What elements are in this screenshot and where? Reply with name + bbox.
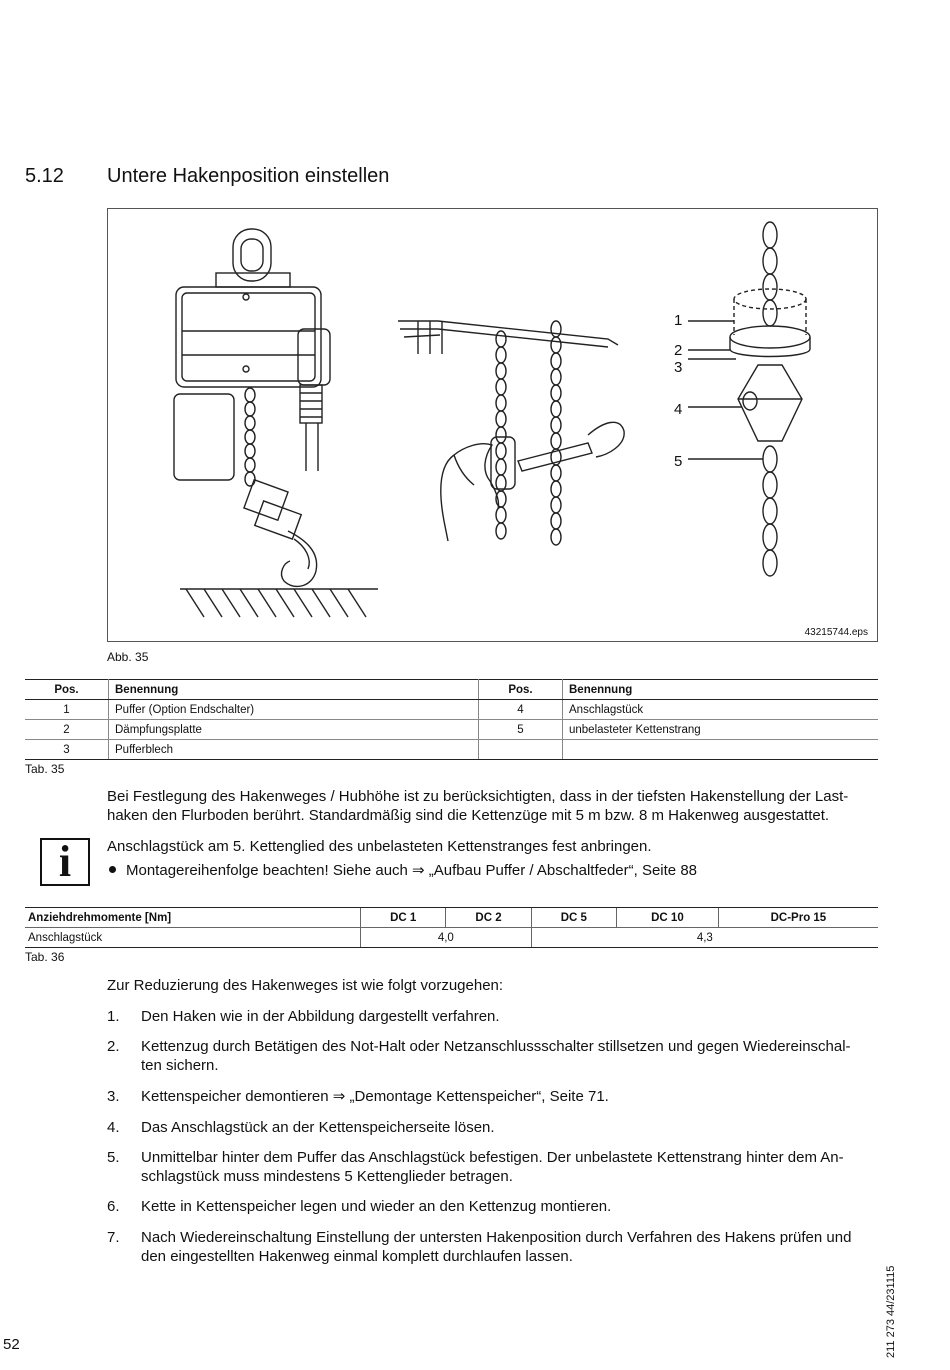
cell-pos: 4	[479, 700, 563, 720]
cell-name: Puffer (Option Endschalter)	[109, 700, 479, 720]
step-text: Kettenspeicher demontieren ⇒ „Demontage Kettenspeicher“, Seite 71.	[141, 1088, 609, 1105]
col-pos-2: Pos.	[479, 680, 563, 700]
step-text: Den Haken wie in der Abbildung dargestellt verfahren.	[141, 1008, 500, 1025]
cell-pos: 1	[25, 700, 109, 720]
col-dcpro15: DC-Pro 15	[718, 908, 878, 928]
buffer-detail-drawing	[688, 222, 810, 576]
cell-name: unbelasteter Kettenstrang	[563, 720, 879, 740]
info-bullet: Montagereihenfolge beachten! Siehe auch ⇒ „Aufbau Puffer / Abschaltfeder“, Seite 88	[126, 862, 698, 879]
col-dc5: DC 5	[531, 908, 616, 928]
step-text: Unmittelbar hinter dem Puffer das Anschlagstück befestigen. Der unbelastete Kettenstrang hinter dem An-	[141, 1149, 844, 1166]
torque-table	[25, 907, 878, 948]
callout-3: 3	[674, 359, 683, 376]
step-number: 5.	[107, 1149, 120, 1166]
col-dc1: DC 1	[361, 908, 446, 928]
bullet-dot	[109, 866, 116, 873]
col-torque: Anziehdrehmomente [Nm]	[25, 908, 361, 928]
torque-value-dc1-dc2: 4,0	[361, 928, 532, 948]
callout-1: 1	[674, 312, 683, 329]
step-text-cont: ten sichern.	[141, 1057, 219, 1074]
table-row	[25, 740, 878, 760]
figure-caption: Abb. 35	[107, 650, 149, 664]
procedure-intro: Zur Reduzierung des Hakenweges ist wie folgt vorzugehen:	[107, 977, 504, 994]
document-id: 211 273 44/231115	[885, 1265, 897, 1358]
table-caption: Tab. 36	[25, 950, 65, 964]
table-row	[25, 928, 878, 948]
parts-table	[25, 679, 878, 760]
col-pos: Pos.	[25, 680, 109, 700]
page-number: 52	[3, 1336, 20, 1353]
cell-pos: 3	[25, 740, 109, 760]
table-row	[25, 720, 878, 740]
figure-code: 43215744.eps	[804, 627, 868, 638]
col-name: Benennung	[109, 680, 479, 700]
cell-name: Pufferblech	[109, 740, 479, 760]
step-text: Das Anschlagstück an der Kettenspeicherseite lösen.	[141, 1119, 495, 1136]
cell-name: Anschlagstück	[563, 700, 879, 720]
figure-frame	[107, 208, 878, 642]
callout-2: 2	[674, 342, 683, 359]
cell-pos: 2	[25, 720, 109, 740]
table-row	[25, 700, 878, 720]
step-number: 1.	[107, 1008, 120, 1025]
table-header-row	[25, 680, 878, 700]
intro-line-2: haken den Flurboden berührt. Standardmäßig sind die Kettenzüge mit 5 m bzw. 8 m Hakenweg ausgestattet.	[107, 807, 830, 824]
mounting-drawing	[398, 321, 624, 545]
callout-5: 5	[674, 453, 683, 470]
table-header-row	[25, 908, 878, 928]
info-icon	[40, 838, 90, 886]
step-text: Kette in Kettenspeicher legen und wieder an den Kettenzug montieren.	[141, 1198, 612, 1215]
col-dc2: DC 2	[446, 908, 531, 928]
row-label: Anschlagstück	[25, 928, 361, 948]
intro-line-1: Bei Festlegung des Hakenweges / Hubhöhe ist zu berücksichtigten, dass in der tiefsten Hakenstellung der Last-	[107, 788, 849, 805]
step-text: Kettenzug durch Betätigen des Not-Halt oder Netzanschlussschalter stillsetzen und gegen Wiedereinschal-	[141, 1038, 851, 1055]
col-dc10: DC 10	[617, 908, 719, 928]
info-letter: i	[58, 837, 72, 886]
section-title: Untere Hakenposition einstellen	[107, 165, 390, 187]
col-name-2: Benennung	[563, 680, 879, 700]
hoist-illustration	[108, 209, 877, 641]
step-number: 7.	[107, 1229, 120, 1246]
step-number: 6.	[107, 1198, 120, 1215]
step-number: 3.	[107, 1088, 120, 1105]
torque-value-dc5-dcpro15: 4,3	[531, 928, 878, 948]
cell-pos	[479, 740, 563, 760]
step-text: Nach Wiedereinschaltung Einstellung der untersten Hakenposition durch Verfahren des Hakens prüfen und	[141, 1229, 852, 1246]
cell-pos: 5	[479, 720, 563, 740]
info-text: Anschlagstück am 5. Kettenglied des unbelasteten Kettenstranges fest anbringen.	[107, 838, 652, 855]
table-caption: Tab. 35	[25, 762, 65, 776]
callout-4: 4	[674, 401, 683, 418]
step-number: 4.	[107, 1119, 120, 1136]
section-number: 5.12	[25, 165, 64, 187]
cell-name: Dämpfungsplatte	[109, 720, 479, 740]
hoist-drawing	[174, 229, 378, 617]
step-text-cont: den eingestellten Hakenweg einmal komplett durchlaufen lassen.	[141, 1248, 573, 1265]
step-number: 2.	[107, 1038, 120, 1055]
step-text-cont: schlagstück muss mindestens 5 Kettenglieder betragen.	[141, 1168, 513, 1185]
cell-name	[563, 740, 879, 760]
